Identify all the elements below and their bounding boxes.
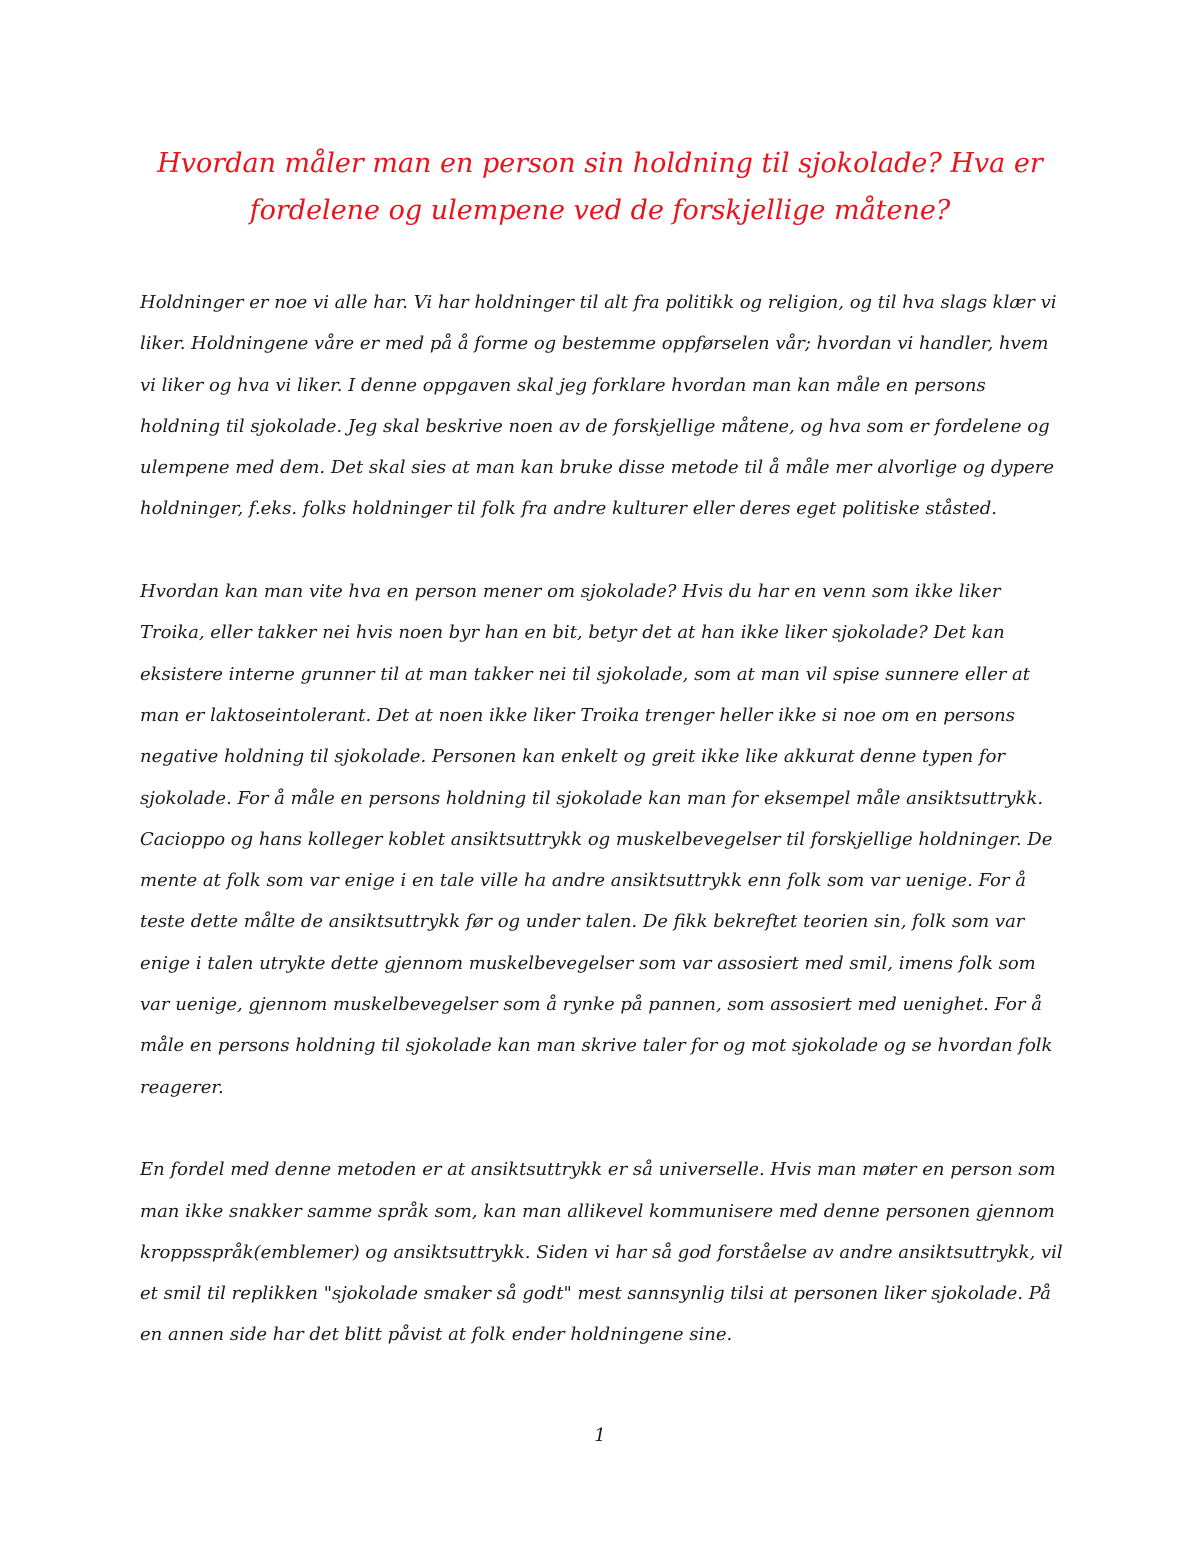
paragraph-2: Hvordan kan man vite hva en person mener om sjokolade? Hvis du har en venn som ikke liker Troika, eller takker nei hvis noen byr han en bit, betyr det at han ikke liker sjokolade? Det kan eksistere interne grunner til at man takker nei til sjokolade, som at man vil spise sunnere eller at man er laktoseintolerant. Det at noen ikke liker Troika trenger heller ikke si noe om en persons negative holdning til sjokolade. Personen kan enkelt og greit ikke like akkurat denne typen for sjokolade. For å måle en persons holdning til sjokolade kan man for eksempel måle ansiktsuttrykk. Cacioppo og hans kolleger koblet ansiktsuttrykk og muskelbevegelser til forskjellige holdninger. De mente at folk som var enige i en tale ville ha andre ansiktsuttrykk enn folk som var uenige. For å teste dette målte de ansiktsuttrykk før og under talen. De fikk bekreftet teorien sin, folk som var enige i talen utrykte dette gjennom muskelbevegelser som var assosiert med smil, imens folk som var uenige, gjennom muskelbevegelser som å rynke på pannen, som assosiert med uenighet. For å måle en persons holdning til sjokolade kan man skrive taler for og mot sjokolade og se hvordan folk reagerer. bbox=[140, 581, 1053, 1098]
paragraph-1: Holdninger er noe vi alle har. Vi har holdninger til alt fra politikk og religion, og til hva slags klær vi liker. Holdningene våre er med på å forme og bestemme oppførselen vår; hvordan vi handler, hvem vi liker og hva vi liker. I denne oppgaven skal jeg forklare hvordan man kan måle en persons holdning til sjokolade. Jeg skal beskrive noen av de forskjellige måtene, og hva som er fordelene og ulempene med dem. Det skal sies at man kan bruke disse metode til å måle mer alvorlige og dypere holdninger, f.eks. folks holdninger til folk fra andre kulturer eller deres eget politiske ståsted. bbox=[140, 292, 1057, 520]
document-title: Hvordan måler man en person sin holdning til sjokolade? Hva er fordelene og ulempene ved de forskjellige måtene? bbox=[157, 148, 1043, 226]
document-body bbox=[140, 282, 1065, 1397]
page-number: 1 bbox=[594, 1425, 606, 1446]
paragraph-3: En fordel med denne metoden er at ansiktsuttrykk er så universelle. Hvis man møter en person som man ikke snakker samme språk som, kan man allikevel kommunisere med denne personen gjennom kroppsspråk(emblemer) og ansiktsuttrykk. Siden vi har så god forståelse av andre ansiktsuttrykk, vil et smil til replikken "sjokolade smaker så godt" mest sannsynlig tilsi at personen liker sjokolade. På en annen side har det blitt påvist at folk ender holdningene sine. bbox=[140, 1159, 1063, 1346]
